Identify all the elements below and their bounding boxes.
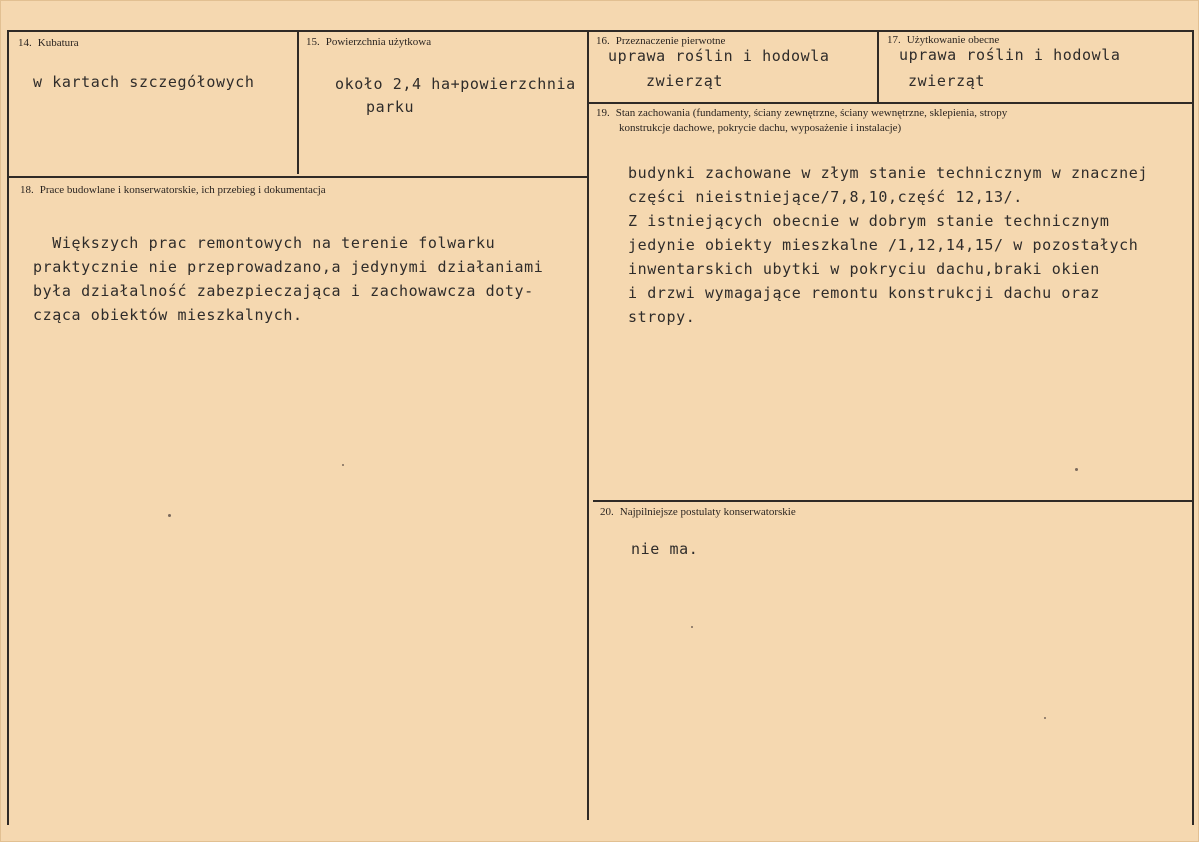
rule-vertical-main xyxy=(587,31,589,820)
rule-right xyxy=(1192,30,1194,825)
field-19-value-line-6: i drzwi wymagające remontu konstrukcji dachu oraz xyxy=(628,284,1100,302)
field-15-value-line-1: około 2,4 ha+powierzchnia xyxy=(335,75,576,93)
field-19-value-line-5: inwentarskich ubytki w pokryciu dachu,braki okien xyxy=(628,260,1100,278)
paper-speck xyxy=(1044,717,1046,719)
field-16-value-line-2: zwierząt xyxy=(646,72,724,90)
paper-speck xyxy=(168,514,171,517)
field-20-value: nie ma. xyxy=(631,540,699,558)
field-18-value-line-3: była działalność zabezpieczająca i zachowawcza doty- xyxy=(33,282,534,300)
rule-top xyxy=(7,30,1194,32)
paper-speck xyxy=(691,626,693,628)
field-18-label: 18. Prace budowlane i konserwatorskie, ich przebieg i dokumentacja xyxy=(20,184,326,196)
field-17-label: 17. Użytkowanie obecne xyxy=(887,34,1000,46)
rule-under-16-17 xyxy=(588,102,1193,104)
field-16-label: 16. Przeznaczenie pierwotne xyxy=(596,35,726,47)
field-14-value: w kartach szczegółowych xyxy=(33,73,255,91)
field-19-value-line-4: jedynie obiekty mieszkalne /1,12,14,15/ w pozostałych xyxy=(628,236,1139,254)
field-17-value-line-1: uprawa roślin i hodowla xyxy=(899,46,1121,64)
field-20-label: 20. Najpilniejsze postulaty konserwatorskie xyxy=(600,506,796,518)
field-17-value-line-2: zwierząt xyxy=(908,72,986,90)
field-19-label-line-1: 19. Stan zachowania (fundamenty, ściany zewnętrzne, ściany wewnętrzne, sklepienia, stropy xyxy=(596,107,1008,119)
field-16-value-line-1: uprawa roślin i hodowla xyxy=(608,47,830,65)
paper-speck xyxy=(342,464,344,466)
field-19-value-line-1: budynki zachowane w złym stanie technicznym w znacznej xyxy=(628,164,1149,182)
field-18-value-line-1: Większych prac remontowych na terenie folwarku xyxy=(33,234,496,252)
rule-above-20 xyxy=(593,500,1193,502)
paper-speck xyxy=(1075,468,1078,471)
field-18-value-line-4: cząca obiektów mieszkalnych. xyxy=(33,306,303,324)
field-19-value-line-7: stropy. xyxy=(628,308,696,326)
rule-left xyxy=(7,30,9,825)
rule-vertical-16-17 xyxy=(877,31,879,103)
field-19-value-line-2: części nieistniejące/7,8,10,część 12,13/. xyxy=(628,188,1023,206)
field-15-label: 15. Powierzchnia użytkowa xyxy=(306,36,432,48)
field-19-value-line-3: Z istniejących obecnie w dobrym stanie technicznym xyxy=(628,212,1110,230)
rule-under-14-15 xyxy=(8,176,588,178)
field-14-label: 14. Kubatura xyxy=(18,37,79,49)
field-19-label-line-2: konstrukcje dachowe, pokrycie dachu, wyposażenie i instalacje) xyxy=(619,122,902,134)
rule-vertical-14-15 xyxy=(297,31,299,174)
field-15-value-line-2: parku xyxy=(366,98,415,116)
field-18-value-line-2: praktycznie nie przeprowadzano,a jedynymi działaniami xyxy=(33,258,544,276)
